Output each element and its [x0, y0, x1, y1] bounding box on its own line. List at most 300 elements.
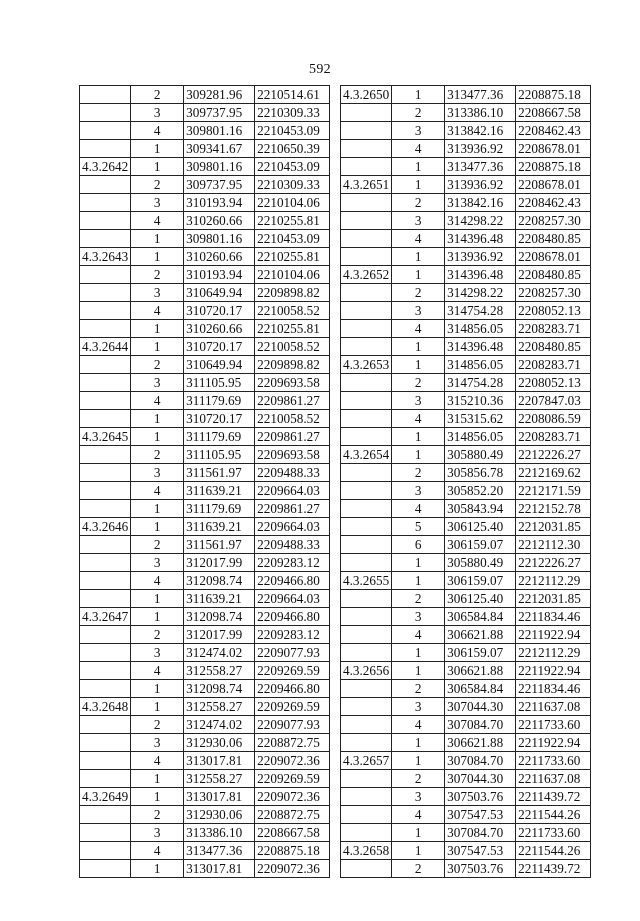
- x-coordinate-cell: 310260.66: [184, 248, 255, 266]
- point-number-cell: 2: [131, 626, 184, 644]
- point-number-cell: 1: [131, 788, 184, 806]
- x-coordinate-cell: 306584.84: [445, 608, 516, 626]
- point-number-cell: 2: [131, 446, 184, 464]
- parcel-id-cell: [341, 716, 392, 734]
- parcel-id-cell: [80, 860, 131, 878]
- y-coordinate-cell: 2209861.27: [255, 392, 330, 410]
- table-row: [80, 770, 330, 788]
- parcel-id-cell: [341, 284, 392, 302]
- point-number-cell: 4: [131, 572, 184, 590]
- parcel-id-cell: 4.3.2642: [80, 158, 131, 176]
- x-coordinate-cell: 310260.66: [184, 320, 255, 338]
- x-coordinate-cell: 313936.92: [445, 140, 516, 158]
- y-coordinate-cell: 2211637.08: [516, 770, 591, 788]
- y-coordinate-cell: 2209693.58: [255, 446, 330, 464]
- table-row: [80, 482, 330, 500]
- table-row: [80, 248, 330, 266]
- x-coordinate-cell: 306584.84: [445, 680, 516, 698]
- point-number-cell: 1: [392, 266, 445, 284]
- y-coordinate-cell: 2212169.62: [516, 464, 591, 482]
- table-row: [341, 338, 591, 356]
- point-number-cell: 3: [392, 482, 445, 500]
- point-number-cell: 1: [392, 338, 445, 356]
- table-row: [341, 482, 591, 500]
- parcel-id-cell: [80, 824, 131, 842]
- parcel-id-cell: [80, 554, 131, 572]
- y-coordinate-cell: 2208257.30: [516, 284, 591, 302]
- table-row: [80, 716, 330, 734]
- table-row: [80, 824, 330, 842]
- y-coordinate-cell: 2208875.18: [255, 842, 330, 860]
- parcel-id-cell: [80, 482, 131, 500]
- point-number-cell: 1: [392, 554, 445, 572]
- y-coordinate-cell: 2210453.09: [255, 158, 330, 176]
- parcel-id-cell: [80, 374, 131, 392]
- point-number-cell: 4: [392, 320, 445, 338]
- point-number-cell: 4: [392, 716, 445, 734]
- parcel-id-cell: 4.3.2646: [80, 518, 131, 536]
- parcel-id-cell: [80, 356, 131, 374]
- point-number-cell: 2: [131, 176, 184, 194]
- parcel-id-cell: [80, 230, 131, 248]
- y-coordinate-cell: 2210255.81: [255, 320, 330, 338]
- point-number-cell: 1: [131, 590, 184, 608]
- y-coordinate-cell: 2208872.75: [255, 806, 330, 824]
- parcel-id-cell: [80, 752, 131, 770]
- y-coordinate-cell: 2208052.13: [516, 374, 591, 392]
- point-number-cell: 2: [131, 266, 184, 284]
- table-row: [341, 158, 591, 176]
- parcel-id-cell: [80, 122, 131, 140]
- point-number-cell: 1: [392, 158, 445, 176]
- point-number-cell: 2: [392, 860, 445, 878]
- parcel-id-cell: [341, 788, 392, 806]
- x-coordinate-cell: 307547.53: [445, 842, 516, 860]
- y-coordinate-cell: 2209283.12: [255, 626, 330, 644]
- point-number-cell: 1: [392, 734, 445, 752]
- parcel-id-cell: 4.3.2658: [341, 842, 392, 860]
- x-coordinate-cell: 307044.30: [445, 698, 516, 716]
- y-coordinate-cell: 2210058.52: [255, 302, 330, 320]
- y-coordinate-cell: 2209466.80: [255, 572, 330, 590]
- parcel-id-cell: [341, 158, 392, 176]
- y-coordinate-cell: 2211922.94: [516, 626, 591, 644]
- parcel-id-cell: [80, 410, 131, 428]
- parcel-id-cell: [80, 194, 131, 212]
- x-coordinate-cell: 312098.74: [184, 608, 255, 626]
- y-coordinate-cell: 2212112.29: [516, 572, 591, 590]
- x-coordinate-cell: 314298.22: [445, 284, 516, 302]
- table-row: [341, 104, 591, 122]
- y-coordinate-cell: 2208667.58: [516, 104, 591, 122]
- point-number-cell: 6: [392, 536, 445, 554]
- y-coordinate-cell: 2208480.85: [516, 230, 591, 248]
- table-row: [341, 590, 591, 608]
- table-row: [80, 320, 330, 338]
- point-number-cell: 1: [392, 446, 445, 464]
- table-row: [341, 608, 591, 626]
- point-number-cell: 4: [131, 752, 184, 770]
- table-row: [341, 140, 591, 158]
- x-coordinate-cell: 312930.06: [184, 734, 255, 752]
- parcel-id-cell: [80, 806, 131, 824]
- point-number-cell: 1: [131, 410, 184, 428]
- x-coordinate-cell: 312930.06: [184, 806, 255, 824]
- x-coordinate-cell: 305856.78: [445, 464, 516, 482]
- point-number-cell: 2: [392, 590, 445, 608]
- y-coordinate-cell: 2209861.27: [255, 500, 330, 518]
- x-coordinate-cell: 309737.95: [184, 176, 255, 194]
- x-coordinate-cell: 311639.21: [184, 590, 255, 608]
- y-coordinate-cell: 2208086.59: [516, 410, 591, 428]
- parcel-id-cell: [80, 500, 131, 518]
- x-coordinate-cell: 306125.40: [445, 590, 516, 608]
- y-coordinate-cell: 2210309.33: [255, 104, 330, 122]
- point-number-cell: 1: [392, 752, 445, 770]
- parcel-id-cell: [80, 320, 131, 338]
- x-coordinate-cell: 311561.97: [184, 464, 255, 482]
- x-coordinate-cell: 315315.62: [445, 410, 516, 428]
- parcel-id-cell: [341, 104, 392, 122]
- point-number-cell: 3: [131, 554, 184, 572]
- y-coordinate-cell: 2212031.85: [516, 518, 591, 536]
- parcel-id-cell: [80, 212, 131, 230]
- point-number-cell: 4: [131, 482, 184, 500]
- parcel-id-cell: [341, 644, 392, 662]
- y-coordinate-cell: 2208875.18: [516, 158, 591, 176]
- table-row: [80, 734, 330, 752]
- x-coordinate-cell: 314298.22: [445, 212, 516, 230]
- point-number-cell: 1: [131, 698, 184, 716]
- y-coordinate-cell: 2209664.03: [255, 482, 330, 500]
- parcel-id-cell: [341, 302, 392, 320]
- point-number-cell: 1: [392, 86, 445, 104]
- table-row: [341, 806, 591, 824]
- y-coordinate-cell: 2209283.12: [255, 554, 330, 572]
- point-number-cell: 1: [131, 248, 184, 266]
- x-coordinate-cell: 314856.05: [445, 428, 516, 446]
- point-number-cell: 3: [392, 788, 445, 806]
- x-coordinate-cell: 309341.67: [184, 140, 255, 158]
- point-number-cell: 1: [131, 680, 184, 698]
- y-coordinate-cell: 2210514.61: [255, 86, 330, 104]
- parcel-id-cell: [80, 284, 131, 302]
- parcel-id-cell: 4.3.2656: [341, 662, 392, 680]
- y-coordinate-cell: 2210255.81: [255, 248, 330, 266]
- x-coordinate-cell: 312098.74: [184, 680, 255, 698]
- table-row: [341, 392, 591, 410]
- table-row: [80, 140, 330, 158]
- y-coordinate-cell: 2212171.59: [516, 482, 591, 500]
- parcel-id-cell: [341, 680, 392, 698]
- point-number-cell: 3: [392, 608, 445, 626]
- y-coordinate-cell: 2212226.27: [516, 554, 591, 572]
- coordinate-table-right: [340, 85, 591, 878]
- y-coordinate-cell: 2209269.59: [255, 770, 330, 788]
- parcel-id-cell: [341, 410, 392, 428]
- table-row: [80, 338, 330, 356]
- point-number-cell: 1: [131, 770, 184, 788]
- point-number-cell: 3: [131, 464, 184, 482]
- x-coordinate-cell: 312558.27: [184, 662, 255, 680]
- table-row: [341, 356, 591, 374]
- parcel-id-cell: [341, 500, 392, 518]
- table-row: [80, 302, 330, 320]
- point-number-cell: 2: [131, 86, 184, 104]
- point-number-cell: 4: [392, 806, 445, 824]
- y-coordinate-cell: 2210104.06: [255, 194, 330, 212]
- point-number-cell: 2: [392, 374, 445, 392]
- x-coordinate-cell: 313842.16: [445, 194, 516, 212]
- x-coordinate-cell: 311105.95: [184, 374, 255, 392]
- page-number: 592: [309, 62, 331, 77]
- table-row: [80, 392, 330, 410]
- table-row: [80, 806, 330, 824]
- parcel-id-cell: 4.3.2648: [80, 698, 131, 716]
- point-number-cell: 2: [131, 806, 184, 824]
- table-row: [341, 284, 591, 302]
- table-row: [80, 356, 330, 374]
- point-number-cell: 3: [131, 824, 184, 842]
- table-row: [341, 554, 591, 572]
- x-coordinate-cell: 305880.49: [445, 446, 516, 464]
- x-coordinate-cell: 310193.94: [184, 266, 255, 284]
- parcel-id-cell: [341, 806, 392, 824]
- x-coordinate-cell: 311179.69: [184, 392, 255, 410]
- x-coordinate-cell: 309801.16: [184, 230, 255, 248]
- point-number-cell: 1: [131, 860, 184, 878]
- y-coordinate-cell: 2209269.59: [255, 662, 330, 680]
- y-coordinate-cell: 2212112.29: [516, 644, 591, 662]
- parcel-id-cell: [80, 86, 131, 104]
- table-row: [341, 230, 591, 248]
- y-coordinate-cell: 2208667.58: [255, 824, 330, 842]
- point-number-cell: 1: [131, 320, 184, 338]
- x-coordinate-cell: 312558.27: [184, 698, 255, 716]
- point-number-cell: 1: [131, 338, 184, 356]
- parcel-id-cell: 4.3.2653: [341, 356, 392, 374]
- x-coordinate-cell: 311179.69: [184, 500, 255, 518]
- x-coordinate-cell: 307084.70: [445, 752, 516, 770]
- parcel-id-cell: [80, 734, 131, 752]
- parcel-id-cell: [341, 608, 392, 626]
- table-row: [80, 536, 330, 554]
- table-row: [80, 860, 330, 878]
- parcel-id-cell: [80, 392, 131, 410]
- point-number-cell: 1: [131, 500, 184, 518]
- point-number-cell: 1: [131, 518, 184, 536]
- y-coordinate-cell: 2211544.26: [516, 842, 591, 860]
- table-row: [341, 446, 591, 464]
- y-coordinate-cell: 2208283.71: [516, 428, 591, 446]
- table-row: [341, 266, 591, 284]
- point-number-cell: 2: [392, 680, 445, 698]
- table-row: [80, 572, 330, 590]
- y-coordinate-cell: 2209898.82: [255, 356, 330, 374]
- parcel-id-cell: 4.3.2650: [341, 86, 392, 104]
- point-number-cell: 3: [392, 212, 445, 230]
- table-row: [80, 158, 330, 176]
- table-row: [341, 176, 591, 194]
- parcel-id-cell: [80, 626, 131, 644]
- table-row: [80, 194, 330, 212]
- y-coordinate-cell: 2211922.94: [516, 662, 591, 680]
- x-coordinate-cell: 309801.16: [184, 158, 255, 176]
- table-row: [341, 662, 591, 680]
- x-coordinate-cell: 306621.88: [445, 626, 516, 644]
- parcel-id-cell: [341, 824, 392, 842]
- x-coordinate-cell: 314754.28: [445, 302, 516, 320]
- x-coordinate-cell: 307084.70: [445, 824, 516, 842]
- y-coordinate-cell: 2208462.43: [516, 194, 591, 212]
- table-row: [80, 122, 330, 140]
- table-row: [80, 752, 330, 770]
- y-coordinate-cell: 2209072.36: [255, 860, 330, 878]
- y-coordinate-cell: 2208678.01: [516, 140, 591, 158]
- parcel-id-cell: [341, 734, 392, 752]
- parcel-id-cell: [80, 590, 131, 608]
- x-coordinate-cell: 311639.21: [184, 518, 255, 536]
- table-row: [341, 572, 591, 590]
- table-row: [341, 824, 591, 842]
- table-row: [341, 464, 591, 482]
- y-coordinate-cell: 2210058.52: [255, 338, 330, 356]
- x-coordinate-cell: 313477.36: [184, 842, 255, 860]
- parcel-id-cell: [341, 554, 392, 572]
- table-row: [80, 446, 330, 464]
- x-coordinate-cell: 309281.96: [184, 86, 255, 104]
- table-row: [80, 500, 330, 518]
- parcel-id-cell: 4.3.2647: [80, 608, 131, 626]
- table-row: [341, 734, 591, 752]
- x-coordinate-cell: 306159.07: [445, 644, 516, 662]
- y-coordinate-cell: 2209861.27: [255, 428, 330, 446]
- table-row: [80, 464, 330, 482]
- table-row: [341, 410, 591, 428]
- y-coordinate-cell: 2211922.94: [516, 734, 591, 752]
- x-coordinate-cell: 312474.02: [184, 644, 255, 662]
- parcel-id-cell: [80, 572, 131, 590]
- y-coordinate-cell: 2209072.36: [255, 788, 330, 806]
- point-number-cell: 3: [392, 392, 445, 410]
- x-coordinate-cell: 313936.92: [445, 176, 516, 194]
- x-coordinate-cell: 314754.28: [445, 374, 516, 392]
- parcel-id-cell: [341, 194, 392, 212]
- y-coordinate-cell: 2208283.71: [516, 356, 591, 374]
- parcel-id-cell: [341, 698, 392, 716]
- y-coordinate-cell: 2211733.60: [516, 716, 591, 734]
- y-coordinate-cell: 2207847.03: [516, 392, 591, 410]
- parcel-id-cell: [341, 248, 392, 266]
- x-coordinate-cell: 314396.48: [445, 266, 516, 284]
- point-number-cell: 2: [392, 770, 445, 788]
- x-coordinate-cell: 313017.81: [184, 752, 255, 770]
- y-coordinate-cell: 2210650.39: [255, 140, 330, 158]
- parcel-id-cell: [80, 104, 131, 122]
- x-coordinate-cell: 309737.95: [184, 104, 255, 122]
- y-coordinate-cell: 2209077.93: [255, 716, 330, 734]
- y-coordinate-cell: 2208283.71: [516, 320, 591, 338]
- point-number-cell: 3: [392, 302, 445, 320]
- point-number-cell: 2: [392, 104, 445, 122]
- table-row: [341, 716, 591, 734]
- point-number-cell: 3: [131, 734, 184, 752]
- table-row: [341, 770, 591, 788]
- parcel-id-cell: [341, 626, 392, 644]
- y-coordinate-cell: 2209488.33: [255, 536, 330, 554]
- point-number-cell: 4: [131, 392, 184, 410]
- y-coordinate-cell: 2208480.85: [516, 338, 591, 356]
- point-number-cell: 1: [392, 572, 445, 590]
- x-coordinate-cell: 313477.36: [445, 158, 516, 176]
- parcel-id-cell: [80, 662, 131, 680]
- parcel-id-cell: [80, 176, 131, 194]
- table-row: [341, 644, 591, 662]
- point-number-cell: 4: [392, 140, 445, 158]
- table-row: [341, 536, 591, 554]
- point-number-cell: 4: [131, 302, 184, 320]
- x-coordinate-cell: 313017.81: [184, 860, 255, 878]
- table-row: [341, 698, 591, 716]
- table-row: [80, 644, 330, 662]
- x-coordinate-cell: 312017.99: [184, 554, 255, 572]
- y-coordinate-cell: 2210104.06: [255, 266, 330, 284]
- table-row: [80, 518, 330, 536]
- x-coordinate-cell: 310649.94: [184, 284, 255, 302]
- y-coordinate-cell: 2208872.75: [255, 734, 330, 752]
- y-coordinate-cell: 2208052.13: [516, 302, 591, 320]
- point-number-cell: 2: [131, 356, 184, 374]
- parcel-id-cell: 4.3.2655: [341, 572, 392, 590]
- parcel-id-cell: [80, 140, 131, 158]
- point-number-cell: 3: [131, 644, 184, 662]
- x-coordinate-cell: 307503.76: [445, 860, 516, 878]
- parcel-id-cell: [341, 536, 392, 554]
- table-row: [80, 86, 330, 104]
- point-number-cell: 3: [131, 374, 184, 392]
- parcel-id-cell: [341, 338, 392, 356]
- y-coordinate-cell: 2209077.93: [255, 644, 330, 662]
- parcel-id-cell: [341, 770, 392, 788]
- x-coordinate-cell: 310720.17: [184, 338, 255, 356]
- parcel-id-cell: [80, 716, 131, 734]
- x-coordinate-cell: 307503.76: [445, 788, 516, 806]
- x-coordinate-cell: 306125.40: [445, 518, 516, 536]
- x-coordinate-cell: 313477.36: [445, 86, 516, 104]
- y-coordinate-cell: 2210309.33: [255, 176, 330, 194]
- y-coordinate-cell: 2210255.81: [255, 212, 330, 230]
- parcel-id-cell: [341, 122, 392, 140]
- y-coordinate-cell: 2211544.26: [516, 806, 591, 824]
- point-number-cell: 1: [131, 140, 184, 158]
- y-coordinate-cell: 2210453.09: [255, 122, 330, 140]
- y-coordinate-cell: 2211439.72: [516, 860, 591, 878]
- point-number-cell: 1: [131, 158, 184, 176]
- point-number-cell: 1: [392, 644, 445, 662]
- table-row: [80, 698, 330, 716]
- x-coordinate-cell: 312474.02: [184, 716, 255, 734]
- parcel-id-cell: [341, 518, 392, 536]
- x-coordinate-cell: 309801.16: [184, 122, 255, 140]
- point-number-cell: 1: [392, 842, 445, 860]
- x-coordinate-cell: 306621.88: [445, 662, 516, 680]
- y-coordinate-cell: 2208257.30: [516, 212, 591, 230]
- parcel-id-cell: [341, 320, 392, 338]
- table-row: [341, 788, 591, 806]
- point-number-cell: 4: [131, 122, 184, 140]
- table-row: [341, 428, 591, 446]
- x-coordinate-cell: 307084.70: [445, 716, 516, 734]
